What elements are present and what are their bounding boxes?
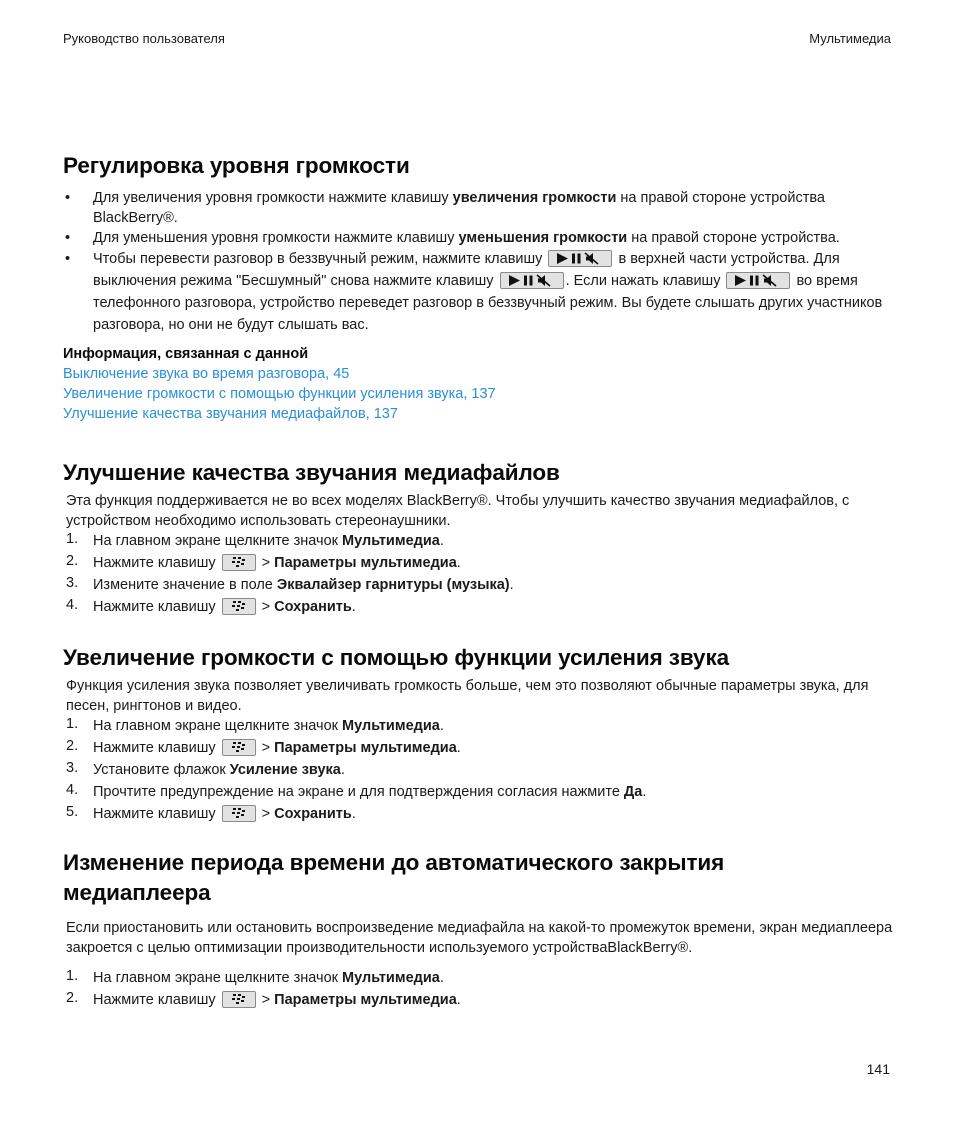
running-header-right: Мультимедиа <box>809 31 891 46</box>
bullet-mark: • <box>65 230 71 246</box>
steps-list <box>63 716 893 824</box>
blackberry-menu-key-icon <box>222 805 256 822</box>
bullet-mark: • <box>65 190 71 206</box>
section-quality <box>63 458 893 619</box>
list-item: 2. Нажмите клавишу > Параметры мультимедиа. <box>66 553 461 571</box>
steps-list <box>63 968 893 1010</box>
list-item: 2. Нажмите клавишу > Параметры мультимедиа. <box>66 738 461 756</box>
page-number: 141 <box>866 1061 890 1077</box>
section-boost <box>63 643 893 826</box>
related-link[interactable]: Улучшение качества звучания медиафайлов, 137 <box>63 406 398 422</box>
list-item: 4. Прочтите предупреждение на экране и для подтверждения согласия нажмите Да. <box>66 782 647 800</box>
bullet-list <box>63 188 893 336</box>
section-title: Улучшение качества звучания медиафайлов <box>63 460 560 485</box>
play-pause-mute-key-icon <box>548 250 612 267</box>
related-link[interactable]: Выключение звука во время разговора, 45 <box>63 366 350 382</box>
section-autoclose-body <box>63 918 893 1012</box>
list-item: • Для увеличения уровня громкости нажмите клавишу увеличения громкости на правой стороне устройства BlackBerry®. <box>65 190 825 226</box>
list-item: 3. Измените значение в поле Эквалайзер гарнитуры (музыка). <box>66 575 514 593</box>
list-item: • Чтобы перевести разговор в беззвучный режим, нажмите клавишу в верхней части устройства. Для выключения режима "Бесшумный" снова нажмите клавишу . Если нажать клавишу во время телефонного разговора, устройство переведет разговор в беззвучный режим. Вы будете слышать других участников разговора, но они не будут слышать вас. <box>63 248 893 336</box>
section-title: Изменение периода времени до автоматического закрытия медиаплеера <box>63 850 725 905</box>
list-item: • Для уменьшения уровня громкости нажмите клавишу уменьшения громкости на правой стороне устройства. <box>65 230 840 246</box>
related-info <box>63 344 893 424</box>
list-item: 1. На главном экране щелкните значок Мультимедиа. <box>66 531 444 549</box>
list-item: 1. На главном экране щелкните значок Мультимедиа. <box>66 968 444 986</box>
running-header-left: Руководство пользователя <box>63 31 225 46</box>
list-item: 4. Нажмите клавишу > Сохранить. <box>66 597 356 615</box>
section-intro: Эта функция поддерживается не во всех моделях BlackBerry®. Чтобы улучшить качество звучания медиафайлов, с устройством необходимо использовать стереонаушники. <box>66 493 850 529</box>
related-title: Информация, связанная с данной <box>63 346 309 362</box>
list-item: 2. Нажмите клавишу > Параметры мультимедиа. <box>66 990 461 1008</box>
section-intro: Если приостановить или остановить воспроизведение медиафайла на какой-то промежуток времени, экран медиаплеера закроется с целью оптимизации производительности используемого устройстваBlackBerry®. <box>66 920 893 956</box>
list-item: 3. Установите флажок Усиление звука. <box>66 760 345 778</box>
section-intro: Функция усиления звука позволяет увеличивать громкость больше, чем это позволяют обычные параметры звука, для песен, рингтонов и видео. <box>66 678 869 714</box>
list-item: 1. На главном экране щелкните значок Мультимедиа. <box>66 716 444 734</box>
play-pause-mute-key-icon <box>500 272 564 289</box>
section-title: Регулировка уровня громкости <box>63 153 410 178</box>
blackberry-menu-key-icon <box>222 554 256 571</box>
play-pause-mute-key-icon <box>726 272 790 289</box>
section-autoclose <box>63 848 843 908</box>
blackberry-menu-key-icon <box>222 739 256 756</box>
bullet-mark: • <box>65 251 71 267</box>
blackberry-menu-key-icon <box>222 598 256 615</box>
section-title: Увеличение громкости с помощью функции усиления звука <box>63 645 730 670</box>
related-link[interactable]: Увеличение громкости с помощью функции усиления звука, 137 <box>63 386 496 402</box>
list-item: 5. Нажмите клавишу > Сохранить. <box>66 804 356 822</box>
steps-list <box>63 531 893 617</box>
section-volume <box>63 151 893 424</box>
blackberry-menu-key-icon <box>222 991 256 1008</box>
